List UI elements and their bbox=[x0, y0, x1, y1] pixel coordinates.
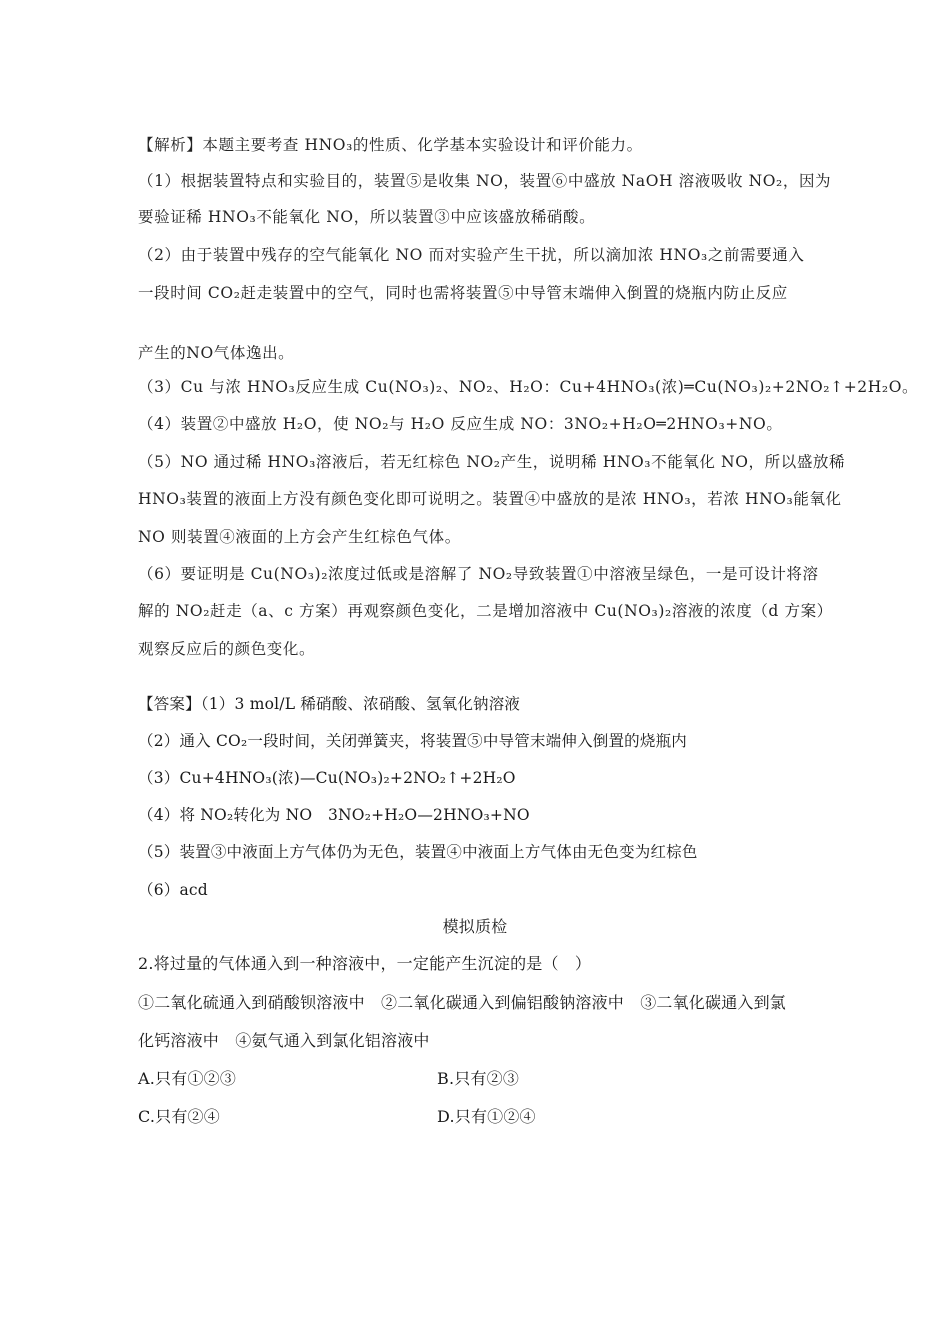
analysis-line: 解的 NO₂赶走（a、c 方案）再观察颜色变化，二是增加溶液中 Cu(NO₃)₂溶液的浓度（d 方案） bbox=[138, 602, 833, 620]
analysis-line: 产生的NO气体逸出。 bbox=[138, 344, 295, 362]
analysis-line: 要验证稀 HNO₃不能氧化 NO，所以装置③中应该盛放稀硝酸。 bbox=[138, 208, 596, 226]
analysis-line: （5）NO 通过稀 HNO₃溶液后，若无红棕色 NO₂产生，说明稀 HNO₃不能氧化 NO，所以盛放稀 bbox=[138, 453, 846, 471]
option-b: B.只有②③ bbox=[437, 1069, 520, 1088]
answer-line: （3）Cu+4HNO₃(浓)—Cu(NO₃)₂+2NO₂↑+2H₂O bbox=[138, 769, 516, 787]
analysis-line: NO 则装置④液面的上方会产生红棕色气体。 bbox=[138, 528, 461, 546]
analysis-heading: 【解析】本题主要考查 HNO₃的性质、化学基本实验设计和评价能力。 bbox=[138, 136, 643, 154]
question-body-line: ①二氧化硫通入到硝酸钡溶液中 ②二氧化碳通入到偏铝酸钠溶液中 ③二氧化碳通入到氯 bbox=[138, 993, 787, 1012]
question-stem: 2.将过量的气体通入到一种溶液中，一定能产生沉淀的是（ ） bbox=[138, 954, 592, 973]
section-title: 模拟质检 bbox=[442, 917, 508, 936]
analysis-line: 观察反应后的颜色变化。 bbox=[138, 640, 316, 658]
question-body-line: 化钙溶液中 ④氨气通入到氯化铝溶液中 bbox=[138, 1031, 430, 1050]
analysis-line: 一段时间 CO₂赶走装置中的空气，同时也需将装置⑤中导管末端伸入倒置的烧瓶内防止反应 bbox=[138, 284, 788, 302]
analysis-line: （1）根据装置特点和实验目的，装置⑤是收集 NO，装置⑥中盛放 NaOH 溶液吸收 NO₂，因为 bbox=[138, 172, 832, 190]
option-c: C.只有②④ bbox=[138, 1107, 220, 1126]
analysis-line: HNO₃装置的液面上方没有颜色变化即可说明之。装置④中盛放的是浓 HNO₃，若浓 HNO₃能氧化 bbox=[138, 490, 842, 508]
answer-line: （5）装置③中液面上方气体仍为无色，装置④中液面上方气体由无色变为红棕色 bbox=[138, 843, 698, 861]
answer-line: （6）acd bbox=[138, 881, 208, 899]
analysis-line: （6）要证明是 Cu(NO₃)₂浓度过低或是溶解了 NO₂导致装置①中溶液呈绿色，一是可设计将溶 bbox=[138, 565, 819, 583]
option-d: D.只有①②④ bbox=[437, 1107, 536, 1126]
answer-line: （2）通入 CO₂一段时间，关闭弹簧夹，将装置⑤中导管末端伸入倒置的烧瓶内 bbox=[138, 732, 687, 750]
analysis-line: （2）由于装置中残存的空气能氧化 NO 而对实验产生干扰，所以滴加浓 HNO₃之前需要通入 bbox=[138, 246, 805, 264]
analysis-line: （4）装置②中盛放 H₂O，使 NO₂与 H₂O 反应生成 NO：3NO₂+H₂O═2HNO₃+NO。 bbox=[138, 415, 783, 433]
answer-line: 【答案】（1）3 mol/L 稀硝酸、浓硝酸、氢氧化钠溶液 bbox=[138, 695, 521, 713]
option-a: A.只有①②③ bbox=[138, 1069, 237, 1088]
answer-line: （4）将 NO₂转化为 NO 3NO₂+H₂O—2HNO₃+NO bbox=[138, 806, 530, 824]
analysis-line: （3）Cu 与浓 HNO₃反应生成 Cu(NO₃)₂、NO₂、H₂O：Cu+4HNO₃(浓)═Cu(NO₃)₂+2NO₂↑+2H₂O。 bbox=[138, 378, 919, 396]
